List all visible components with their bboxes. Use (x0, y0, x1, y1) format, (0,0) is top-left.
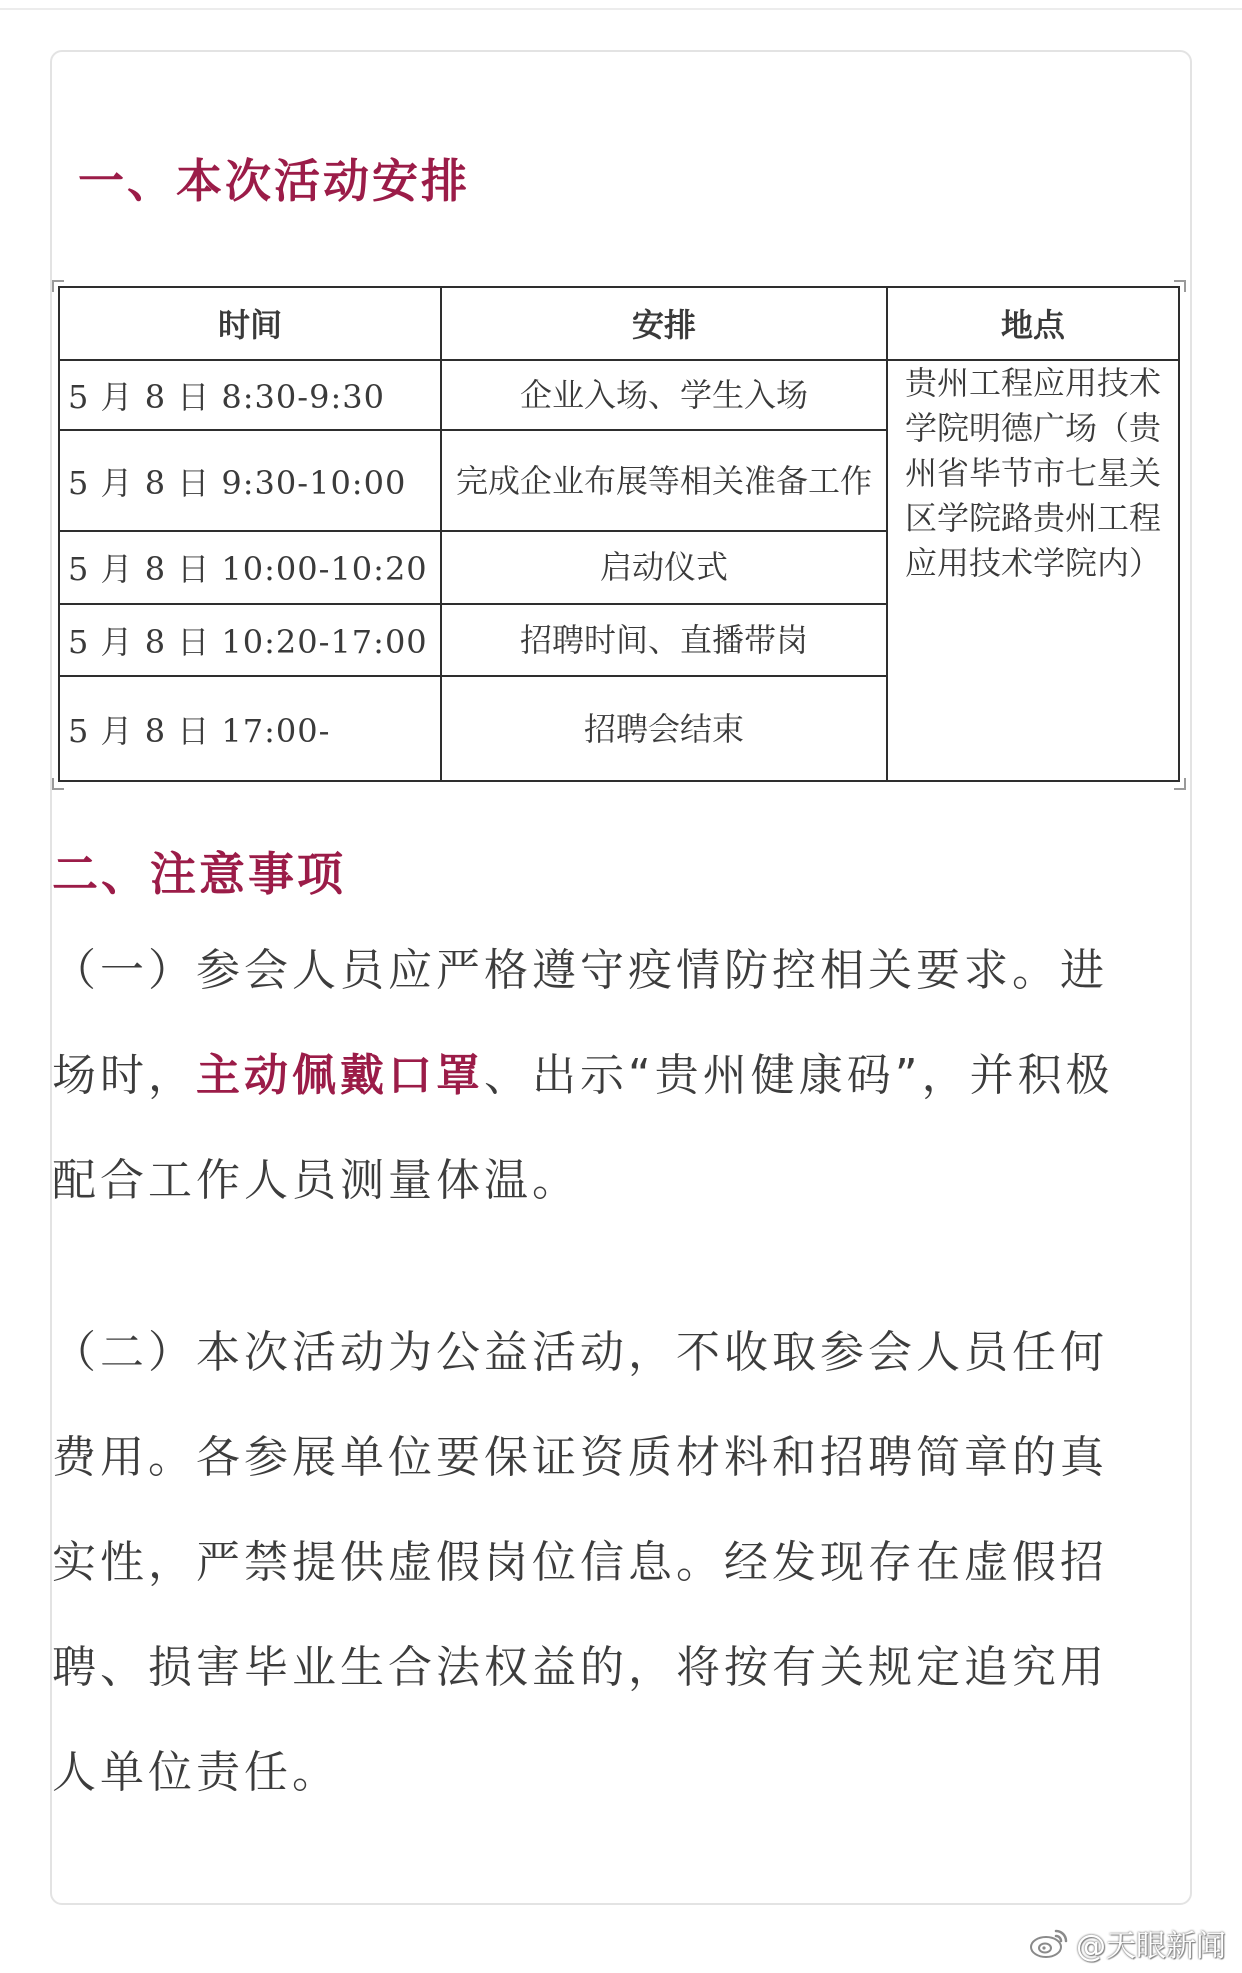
cell-time: 5 月 8 日 17:00- (59, 676, 441, 781)
cell-time: 5 月 8 日 8:30-9:30 (59, 360, 441, 431)
cell-time: 5 月 8 日 9:30-10:00 (59, 430, 441, 531)
column-header-time: 时间 (59, 287, 441, 360)
section-title-schedule: 一、本次活动安排 (78, 154, 470, 208)
paragraph-text: 、出示“贵州健康码”，并积极配合工作人员测量体温。 (52, 1050, 1114, 1206)
paragraph-text: （一）参会人员应严格遵守疫情防控相关要求。进场时， (52, 945, 1108, 1101)
cell-task: 完成企业布展等相关准备工作 (441, 430, 887, 531)
cell-task: 招聘会结束 (441, 676, 887, 781)
cell-task: 企业入场、学生入场 (441, 360, 887, 431)
highlighted-text: 主动佩戴口罩 (196, 1050, 484, 1101)
notice-paragraph-1 (52, 918, 1152, 1233)
section-title-notes: 二、注意事项 (52, 847, 346, 901)
cell-task: 启动仪式 (441, 531, 887, 604)
source-watermark (1028, 1921, 1226, 1965)
notice-paragraph-2: （二）本次活动为公益活动，不收取参会人员任何费用。各参展单位要保证资质材料和招聘简章的真实性，严禁提供虚假岗位信息。经发现存在虚假招聘、损害毕业生合法权益的，将按有关规定追究用人单位责任。 (52, 1327, 1108, 1798)
cell-time: 5 月 8 日 10:00-10:20 (59, 531, 441, 604)
column-header-task: 安排 (441, 287, 887, 360)
table-row (59, 360, 1179, 431)
cell-place: 贵州工程应用技术学院明德广场（贵州省毕节市七星关区学院路贵州工程应用技术学院内） (887, 360, 1179, 781)
column-header-place: 地点 (887, 287, 1179, 360)
watermark-text: @天眼新闻 (1076, 1929, 1226, 1964)
top-divider (0, 8, 1242, 10)
schedule-table (58, 286, 1180, 782)
cell-time: 5 月 8 日 10:20-17:00 (59, 604, 441, 677)
table-header-row (59, 287, 1179, 360)
weibo-icon (1028, 1926, 1070, 1960)
cell-task: 招聘时间、直播带岗 (441, 604, 887, 677)
